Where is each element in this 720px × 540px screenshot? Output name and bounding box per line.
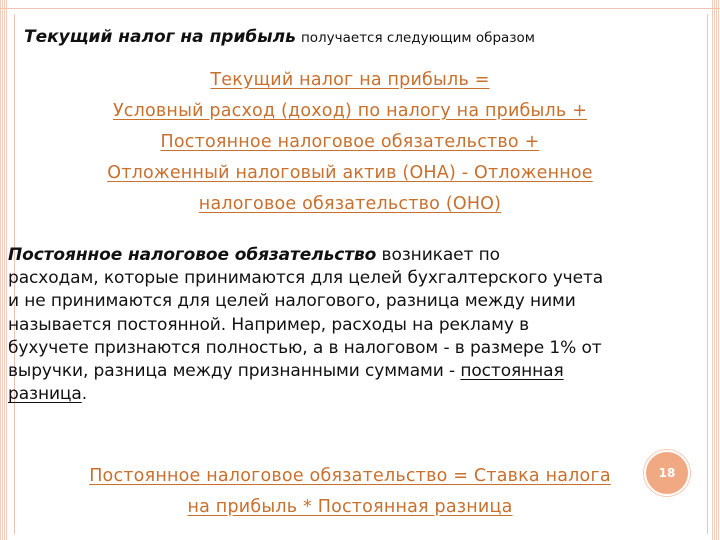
left-decorative-stripe bbox=[0, 0, 8, 540]
heading-sub: получается следующим образом bbox=[300, 30, 535, 46]
formula-line: налоговое обязательство (ОНО) bbox=[198, 194, 502, 214]
formula-line: Постоянное налоговое обязательство + bbox=[160, 132, 540, 152]
formula-line: Условный расход (доход) по налогу на прибыль + bbox=[112, 101, 588, 121]
paragraph-line: называется постоянной. Например, расходы на рекламу в bbox=[8, 314, 530, 335]
definition-paragraph bbox=[8, 244, 698, 406]
formula-line: на прибыль * Постоянная разница bbox=[187, 497, 513, 517]
paragraph-text: . bbox=[81, 384, 88, 405]
paragraph-text: возникает по bbox=[376, 245, 500, 265]
paragraph-line bbox=[8, 360, 698, 383]
page-number-badge: 18 bbox=[644, 450, 690, 496]
heading-main: Текущий налог на прибыль bbox=[24, 27, 296, 47]
paragraph-line: бухучете признаются полностью, а в налоговом - в размере 1% от bbox=[8, 337, 602, 358]
formula-line: Отложенный налоговый актив (ОНА) - Отложенное bbox=[107, 163, 593, 183]
formula-line: Постоянное налоговое обязательство = Ставка налога bbox=[89, 466, 611, 486]
slide-heading bbox=[24, 27, 535, 47]
paragraph-text: выручки, разница между признанными суммами - bbox=[8, 361, 461, 382]
paragraph-line bbox=[8, 244, 698, 267]
permanent-difference-link[interactable]: постоянная bbox=[460, 361, 564, 382]
top-border-line bbox=[0, 8, 720, 9]
paragraph-line: расходам, которые принимаются для целей бухгалтерского учета bbox=[8, 268, 604, 289]
permanent-difference-link[interactable]: разница bbox=[8, 384, 82, 405]
pno-formula bbox=[20, 461, 680, 523]
paragraph-line bbox=[8, 383, 698, 406]
paragraph-line: и не принимаются для целей налогового, разница между ними bbox=[8, 291, 576, 312]
tax-formula bbox=[20, 65, 680, 220]
formula-line: Текущий налог на прибыль = bbox=[210, 70, 490, 90]
defined-term: Постоянное налоговое обязательство bbox=[8, 245, 377, 265]
right-decorative-stripe bbox=[712, 0, 720, 540]
